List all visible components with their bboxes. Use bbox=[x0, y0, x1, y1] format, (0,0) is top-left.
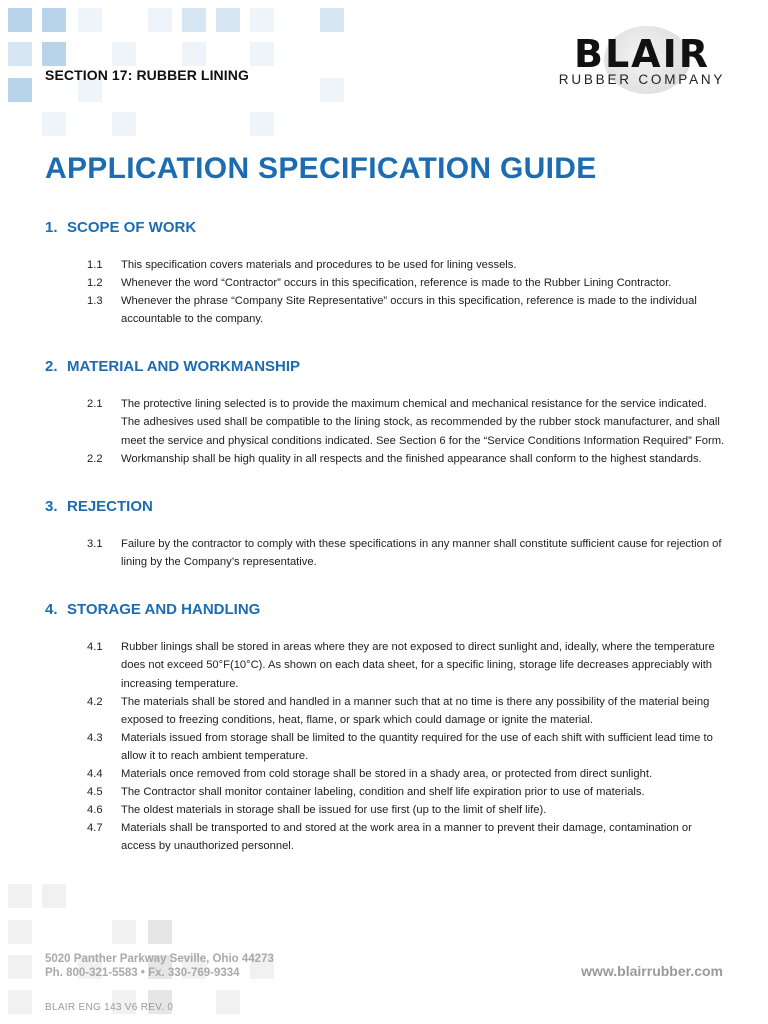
item-text: The materials shall be stored and handled in a manner such that at no time is there any possibility of the material being exposed to freezing conditions, heat, flame, or spark which could damage or ignite the material. bbox=[121, 696, 710, 727]
logo-wordmark: BLAIR bbox=[574, 32, 710, 76]
footer-doc-code: BLAIR ENG 143 V6 REV. 0 bbox=[45, 1002, 174, 1013]
item-text: Whenever the word “Contractor” occurs in this specification, reference is made to the Rubber Lining Contractor. bbox=[121, 277, 672, 289]
section-heading-rejection bbox=[45, 498, 153, 515]
list-item bbox=[87, 535, 727, 572]
section-label: SECTION 17: RUBBER LINING bbox=[45, 67, 249, 83]
list-item bbox=[87, 274, 727, 292]
item-text: Failure by the contractor to comply with these specifications in any manner shall constitute sufficient cause for rejection of lining by the Company’s representative. bbox=[121, 538, 722, 569]
footer-website: www.blairrubber.com bbox=[581, 963, 723, 979]
section-number: 2. bbox=[45, 358, 58, 375]
item-number: 3.1 bbox=[87, 538, 103, 550]
item-text: This specification covers materials and procedures to be used for lining vessels. bbox=[121, 259, 517, 271]
item-number: 1.2 bbox=[87, 277, 103, 289]
page-title: APPLICATION SPECIFICATION GUIDE bbox=[45, 152, 597, 185]
list-item bbox=[87, 395, 727, 450]
list-item bbox=[87, 450, 727, 468]
footer-phone: Ph. 800-321-5583 • Fx. 330-769-9334 bbox=[45, 967, 240, 979]
list-item bbox=[87, 693, 727, 730]
item-number: 4.2 bbox=[87, 696, 103, 708]
item-number: 4.6 bbox=[87, 804, 103, 816]
item-number: 2.2 bbox=[87, 453, 103, 465]
item-text: Materials once removed from cold storage shall be stored in a shady area, or protected from direct sunlight. bbox=[121, 768, 653, 780]
list-item bbox=[87, 819, 727, 856]
footer-address-block bbox=[45, 952, 274, 980]
footer-address: 5020 Panther Parkway Seville, Ohio 44273 bbox=[45, 953, 274, 965]
item-text: Workmanship shall be high quality in all respects and the finished appearance shall conform to the highest standards. bbox=[121, 453, 702, 465]
item-text: Whenever the phrase “Company Site Representative” occurs in this specification, reference is made to the individual accountable to the company. bbox=[121, 295, 697, 326]
item-number: 1.1 bbox=[87, 259, 103, 271]
item-number: 4.1 bbox=[87, 641, 103, 653]
section-title: REJECTION bbox=[67, 498, 153, 515]
list-item bbox=[87, 729, 727, 766]
item-number: 4.4 bbox=[87, 768, 103, 780]
section-number: 4. bbox=[45, 601, 58, 618]
company-logo bbox=[548, 26, 736, 94]
item-number: 4.7 bbox=[87, 822, 103, 834]
item-text: The protective lining selected is to provide the maximum chemical and mechanical resistance for the service indicated. The adhesives used shall be compatible to the lining stock, as recommended by the rubber stock manufacturer, and shall meet the service and physical conditions indicated. See Section 6 for the “Service Conditions Information Required” Form. bbox=[121, 398, 725, 447]
item-text: The oldest materials in storage shall be issued for use first (up to the limit of shelf life). bbox=[121, 804, 547, 816]
item-number: 4.3 bbox=[87, 732, 103, 744]
list-item bbox=[87, 765, 727, 783]
section-number: 3. bbox=[45, 498, 58, 515]
list-item bbox=[87, 638, 727, 693]
item-number: 1.3 bbox=[87, 295, 103, 307]
section-heading-storage bbox=[45, 601, 260, 618]
item-number: 4.5 bbox=[87, 786, 103, 798]
item-text: Rubber linings shall be stored in areas where they are not exposed to direct sunlight and, ideally, where the temperature does not exceed 50°F(10°C). As shown on each data sheet, for a specific lining, storage life decreases appreciably with increasing temperature. bbox=[121, 641, 715, 690]
item-number: 2.1 bbox=[87, 398, 103, 410]
item-text: The Contractor shall monitor container labeling, condition and shelf life expiration prior to use of materials. bbox=[121, 786, 645, 798]
section-title: SCOPE OF WORK bbox=[67, 219, 197, 236]
section-heading-material bbox=[45, 358, 300, 375]
list-item bbox=[87, 292, 727, 329]
item-text: Materials issued from storage shall be limited to the quantity required for the use of each shift with sufficient lead time to allow it to reach ambient temperature. bbox=[121, 732, 713, 763]
logo-subtitle: RUBBER COMPANY bbox=[558, 72, 726, 87]
section-title: STORAGE AND HANDLING bbox=[67, 601, 261, 618]
item-text: Materials shall be transported to and stored at the work area in a manner to prevent their damage, contamination or access by unauthorized personnel. bbox=[121, 822, 692, 853]
section-number: 1. bbox=[45, 219, 58, 236]
section-title: MATERIAL AND WORKMANSHIP bbox=[67, 358, 301, 375]
list-item bbox=[87, 256, 727, 274]
list-item bbox=[87, 783, 727, 801]
list-item bbox=[87, 801, 727, 819]
section-heading-scope bbox=[45, 219, 196, 236]
